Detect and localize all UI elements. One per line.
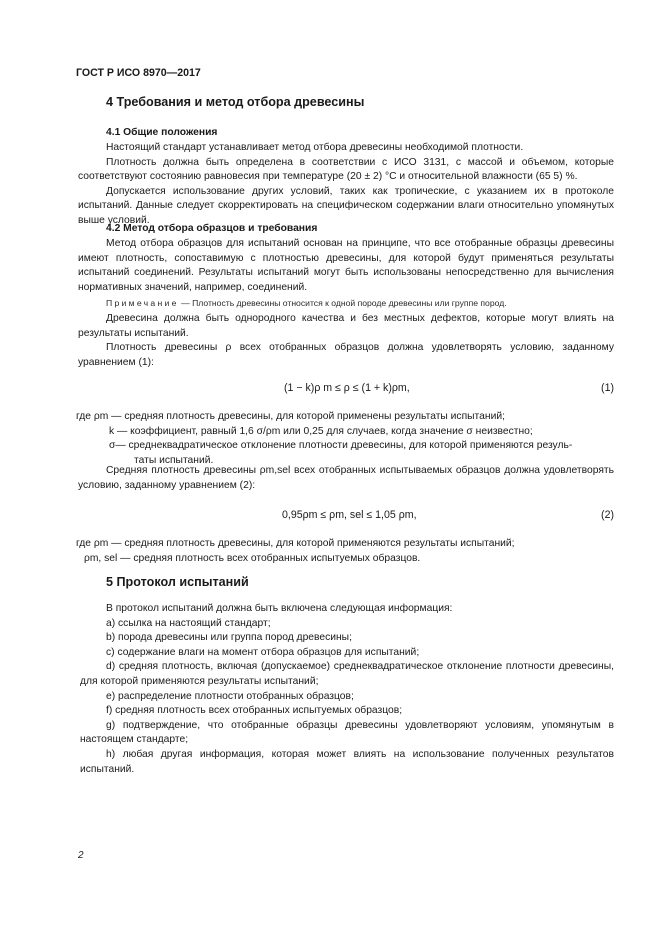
paragraph: Метод отбора образцов для испытаний основан на принципе, что все отобранные образцы древесины имеют плотность, сопоставимую с плотностью древесины, для которой будут применяться результаты испытаний соединений. Результаты испытаний могут быть использованы непосредственно для вычисления нормативных значений, например, соединений. xyxy=(78,238,614,293)
equation-2-number: (2) xyxy=(601,509,614,521)
definition-k: k — коэффициент, равный 1,6 σ/ρm или 0,25 для случаев, когда значение σ неизвестно; xyxy=(109,425,533,437)
section-4-1-body xyxy=(78,141,614,229)
list-item: b) порода древесины или группа пород древесины; xyxy=(106,632,352,644)
page-number: 2 xyxy=(78,850,84,861)
paragraph: В протокол испытаний должна быть включена следующая информация: xyxy=(106,603,453,614)
section-4-2-body-2 xyxy=(78,312,614,370)
list-item: g) подтверждение, что отобранные образцы древесины удовлетворяют условиям, упомянутым в настоящем стандарте; xyxy=(80,719,614,746)
section-5-body xyxy=(78,602,614,777)
section-5-heading: 5 Протокол испытаний xyxy=(106,575,249,589)
paragraph: Древесина должна быть однородного качества и без местных дефектов, которые могут влиять на результаты испытаний. xyxy=(78,313,614,339)
definition-rho-m-sel: ρm, sel — средняя плотность всех отобранных испытуемых образцов. xyxy=(84,552,421,564)
document-header: ГОСТ Р ИСО 8970—2017 xyxy=(76,67,201,79)
section-4-heading: 4 Требования и метод отбора древесины xyxy=(106,95,365,109)
paragraph: Средняя плотность древесины ρm,sel всех отобранных испытываемых образцов должна удовлетворять условию, заданному уравнением (2): xyxy=(78,465,614,491)
paragraph: Настоящий стандарт устанавливает метод отбора древесины необходимой плотности. xyxy=(106,142,524,153)
equation-1: (1 − k)ρ m ≤ ρ ≤ (1 + k)ρm, xyxy=(284,382,410,394)
list-item: e) распределение плотности отобранных образцов; xyxy=(106,690,354,702)
equation-1-number: (1) xyxy=(601,382,614,394)
section-4-2-body-3 xyxy=(78,464,614,493)
section-4-2-body xyxy=(78,237,614,295)
list-item: f) средняя плотность всех отобранных испытуемых образцов; xyxy=(106,705,403,717)
section-4-1-heading: 4.1 Общие положения xyxy=(106,127,218,138)
equation-1-definitions xyxy=(76,410,616,468)
note xyxy=(106,296,507,311)
paragraph: Плотность должна быть определена в соответствии с ИСО 3131, с массой и объемом, которые соответствуют состоянию равновесия при температуре (20 ± 2) °С и относительной влажности (65 5) %. xyxy=(78,156,614,183)
definition-rho-m: где ρm — средняя плотность древесины, для которой применяются результаты испытаний; xyxy=(76,538,515,549)
section-4-2-heading: 4.2 Метод отбора образцов и требования xyxy=(106,223,318,234)
note-text: — Плотность древесины относится к одной породе древесины или группе пород. xyxy=(181,298,507,308)
equation-2-definitions xyxy=(76,537,616,566)
list-item: c) содержание влаги на момент отбора образцов для испытаний; xyxy=(106,646,420,658)
definition-sigma-cont: таты испытаний. xyxy=(134,454,214,466)
list-item: h) любая другая информация, которая может влиять на использование полученных результатов испытаний. xyxy=(80,748,614,775)
list-item: d) средняя плотность, включая (допускаемое) среднеквадратическое отклонение плотности древесины, для которой применяются результаты испытаний; xyxy=(80,661,614,687)
paragraph: Допускается использование других условий, таких как тропические, с указанием их в протоколе испытаний. Данные следует скорректировать на специфическом содержании влаги относительно упомянутых выше условий. xyxy=(78,185,614,226)
equation-2: 0,95ρm ≤ ρm, sel ≤ 1,05 ρm, xyxy=(282,509,417,521)
definition-rho-m: где ρm — средняя плотность древесины, для которой применены результаты испытаний; xyxy=(76,411,505,422)
list-item: a) ссылка на настоящий стандарт; xyxy=(106,617,271,629)
note-label: Примечание xyxy=(106,298,179,308)
definition-sigma: σ— среднеквадратическое отклонение плотности древесины, для которой применяются резуль- xyxy=(109,440,573,452)
paragraph: Плотность древесины ρ всех отобранных образцов должна удовлетворять условию, заданному уравнением (1): xyxy=(78,342,614,368)
